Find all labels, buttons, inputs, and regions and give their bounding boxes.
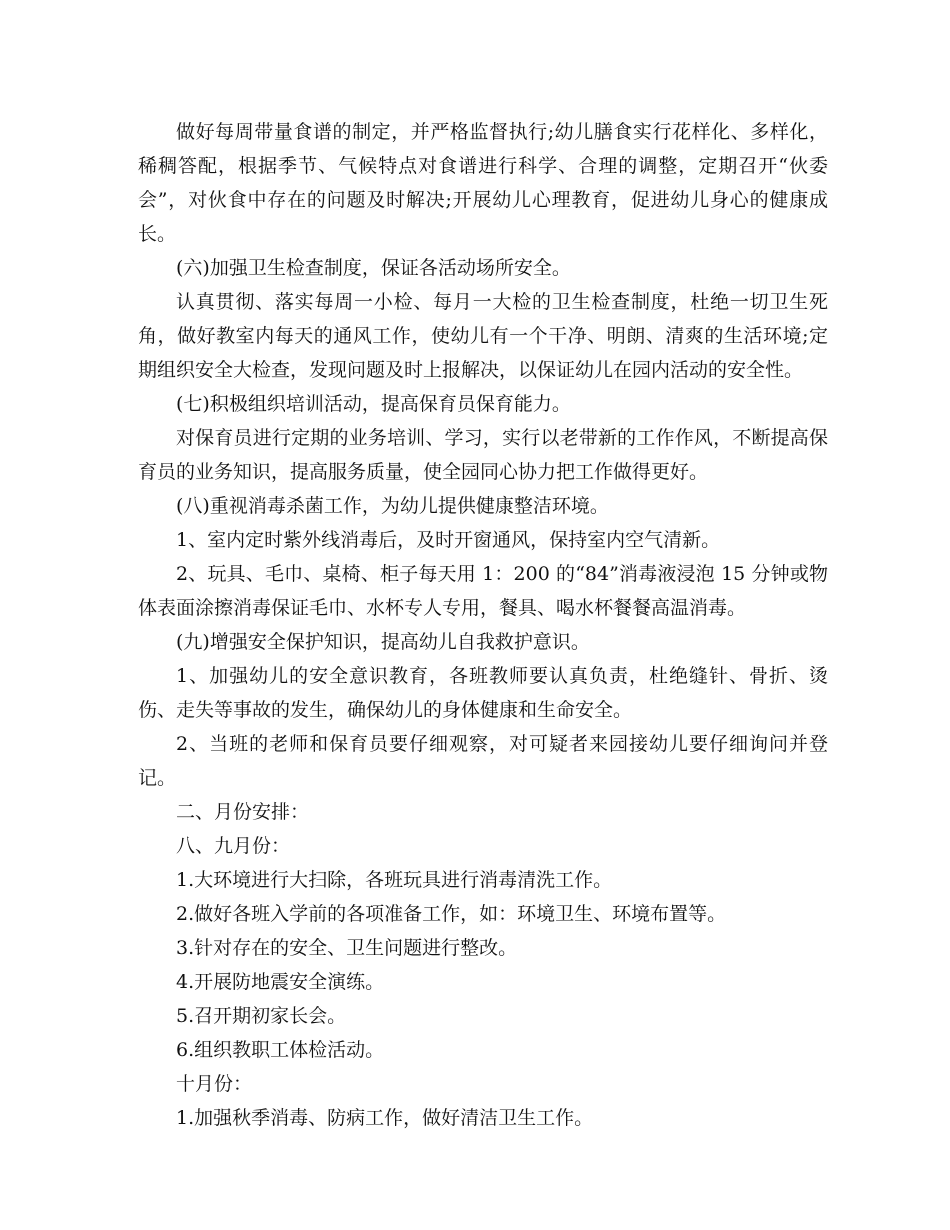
list-item-disinfection-1: 1、室内定时紫外线消毒后，及时开窗通风，保持室内空气清新。 xyxy=(176,529,721,551)
list-item-aug-sep-3: 3.针对存在的安全、卫生问题进行整改。 xyxy=(176,937,518,959)
list-item-safety-2: 2、当班的老师和保育员要仔细观察，对可疑者来园接幼儿要仔细询问并登记。 xyxy=(138,733,828,789)
paragraph-training: 对保育员进行定期的业务培训、学习，实行以老带新的工作作风，不断提高保育员的业务知识，提高服务质量，使全园同心协力把工作做得更好。 xyxy=(138,427,828,483)
paragraph-hygiene-inspection: 认真贯彻、落实每周一小检、每月一大检的卫生检查制度，杜绝一切卫生死角，做好教室内每天的通风工作，使幼儿有一个干净、明朗、清爽的生活环境;定期组织安全大检查，发现问题及时上报解决，以保证幼儿在园内活动的安全性。 xyxy=(138,291,828,381)
heading-monthly-schedule: 二、月份安排： xyxy=(176,801,310,823)
document-body xyxy=(138,115,828,1135)
list-item-aug-sep-1: 1.大环境进行大扫除，各班玩具进行消毒清洗工作。 xyxy=(176,869,613,891)
list-item-safety-1: 1、加强幼儿的安全意识教育，各班教师要认真负责，杜绝缝针、骨折、烫伤、走失等事故的发生，确保幼儿的身体健康和生命安全。 xyxy=(138,665,828,721)
heading-training: (七)积极组织培训活动，提高保育员保育能力。 xyxy=(176,393,571,415)
list-item-aug-sep-2: 2.做好各班入学前的各项准备工作，如：环境卫生、环境布置等。 xyxy=(176,903,727,925)
list-item-aug-sep-6: 6.组织教职工体检活动。 xyxy=(176,1039,385,1061)
heading-aug-sep: 八、九月份： xyxy=(176,835,291,857)
heading-hygiene-inspection: (六)加强卫生检查制度，保证各活动场所安全。 xyxy=(176,257,571,279)
heading-safety: (九)增强安全保护知识，提高幼儿自我救护意识。 xyxy=(176,631,590,653)
heading-october: 十月份： xyxy=(176,1073,253,1095)
list-item-october-1: 1.加强秋季消毒、防病工作，做好清洁卫生工作。 xyxy=(176,1107,594,1129)
list-item-aug-sep-5: 5.召开期初家长会。 xyxy=(176,1005,347,1027)
list-item-disinfection-2: 2、玩具、毛巾、桌椅、柜子每天用 1：200 的“84”消毒液浸泡 15 分钟或物体表面涂擦消毒保证毛巾、水杯专人专用，餐具、喝水杯餐餐高温消毒。 xyxy=(138,563,828,619)
list-item-aug-sep-4: 4.开展防地震安全演练。 xyxy=(176,971,385,993)
paragraph-menu-planning: 做好每周带量食谱的制定，并严格监督执行;幼儿膳食实行花样化、多样化，稀稠答配，根据季节、气候特点对食谱进行科学、合理的调整，定期召开“伙委会”，对伙食中存在的问题及时解决;开展幼儿心理教育，促进幼儿身心的健康成长。 xyxy=(138,121,828,245)
heading-disinfection: (八)重视消毒杀菌工作，为幼儿提供健康整洁环境。 xyxy=(176,495,609,517)
